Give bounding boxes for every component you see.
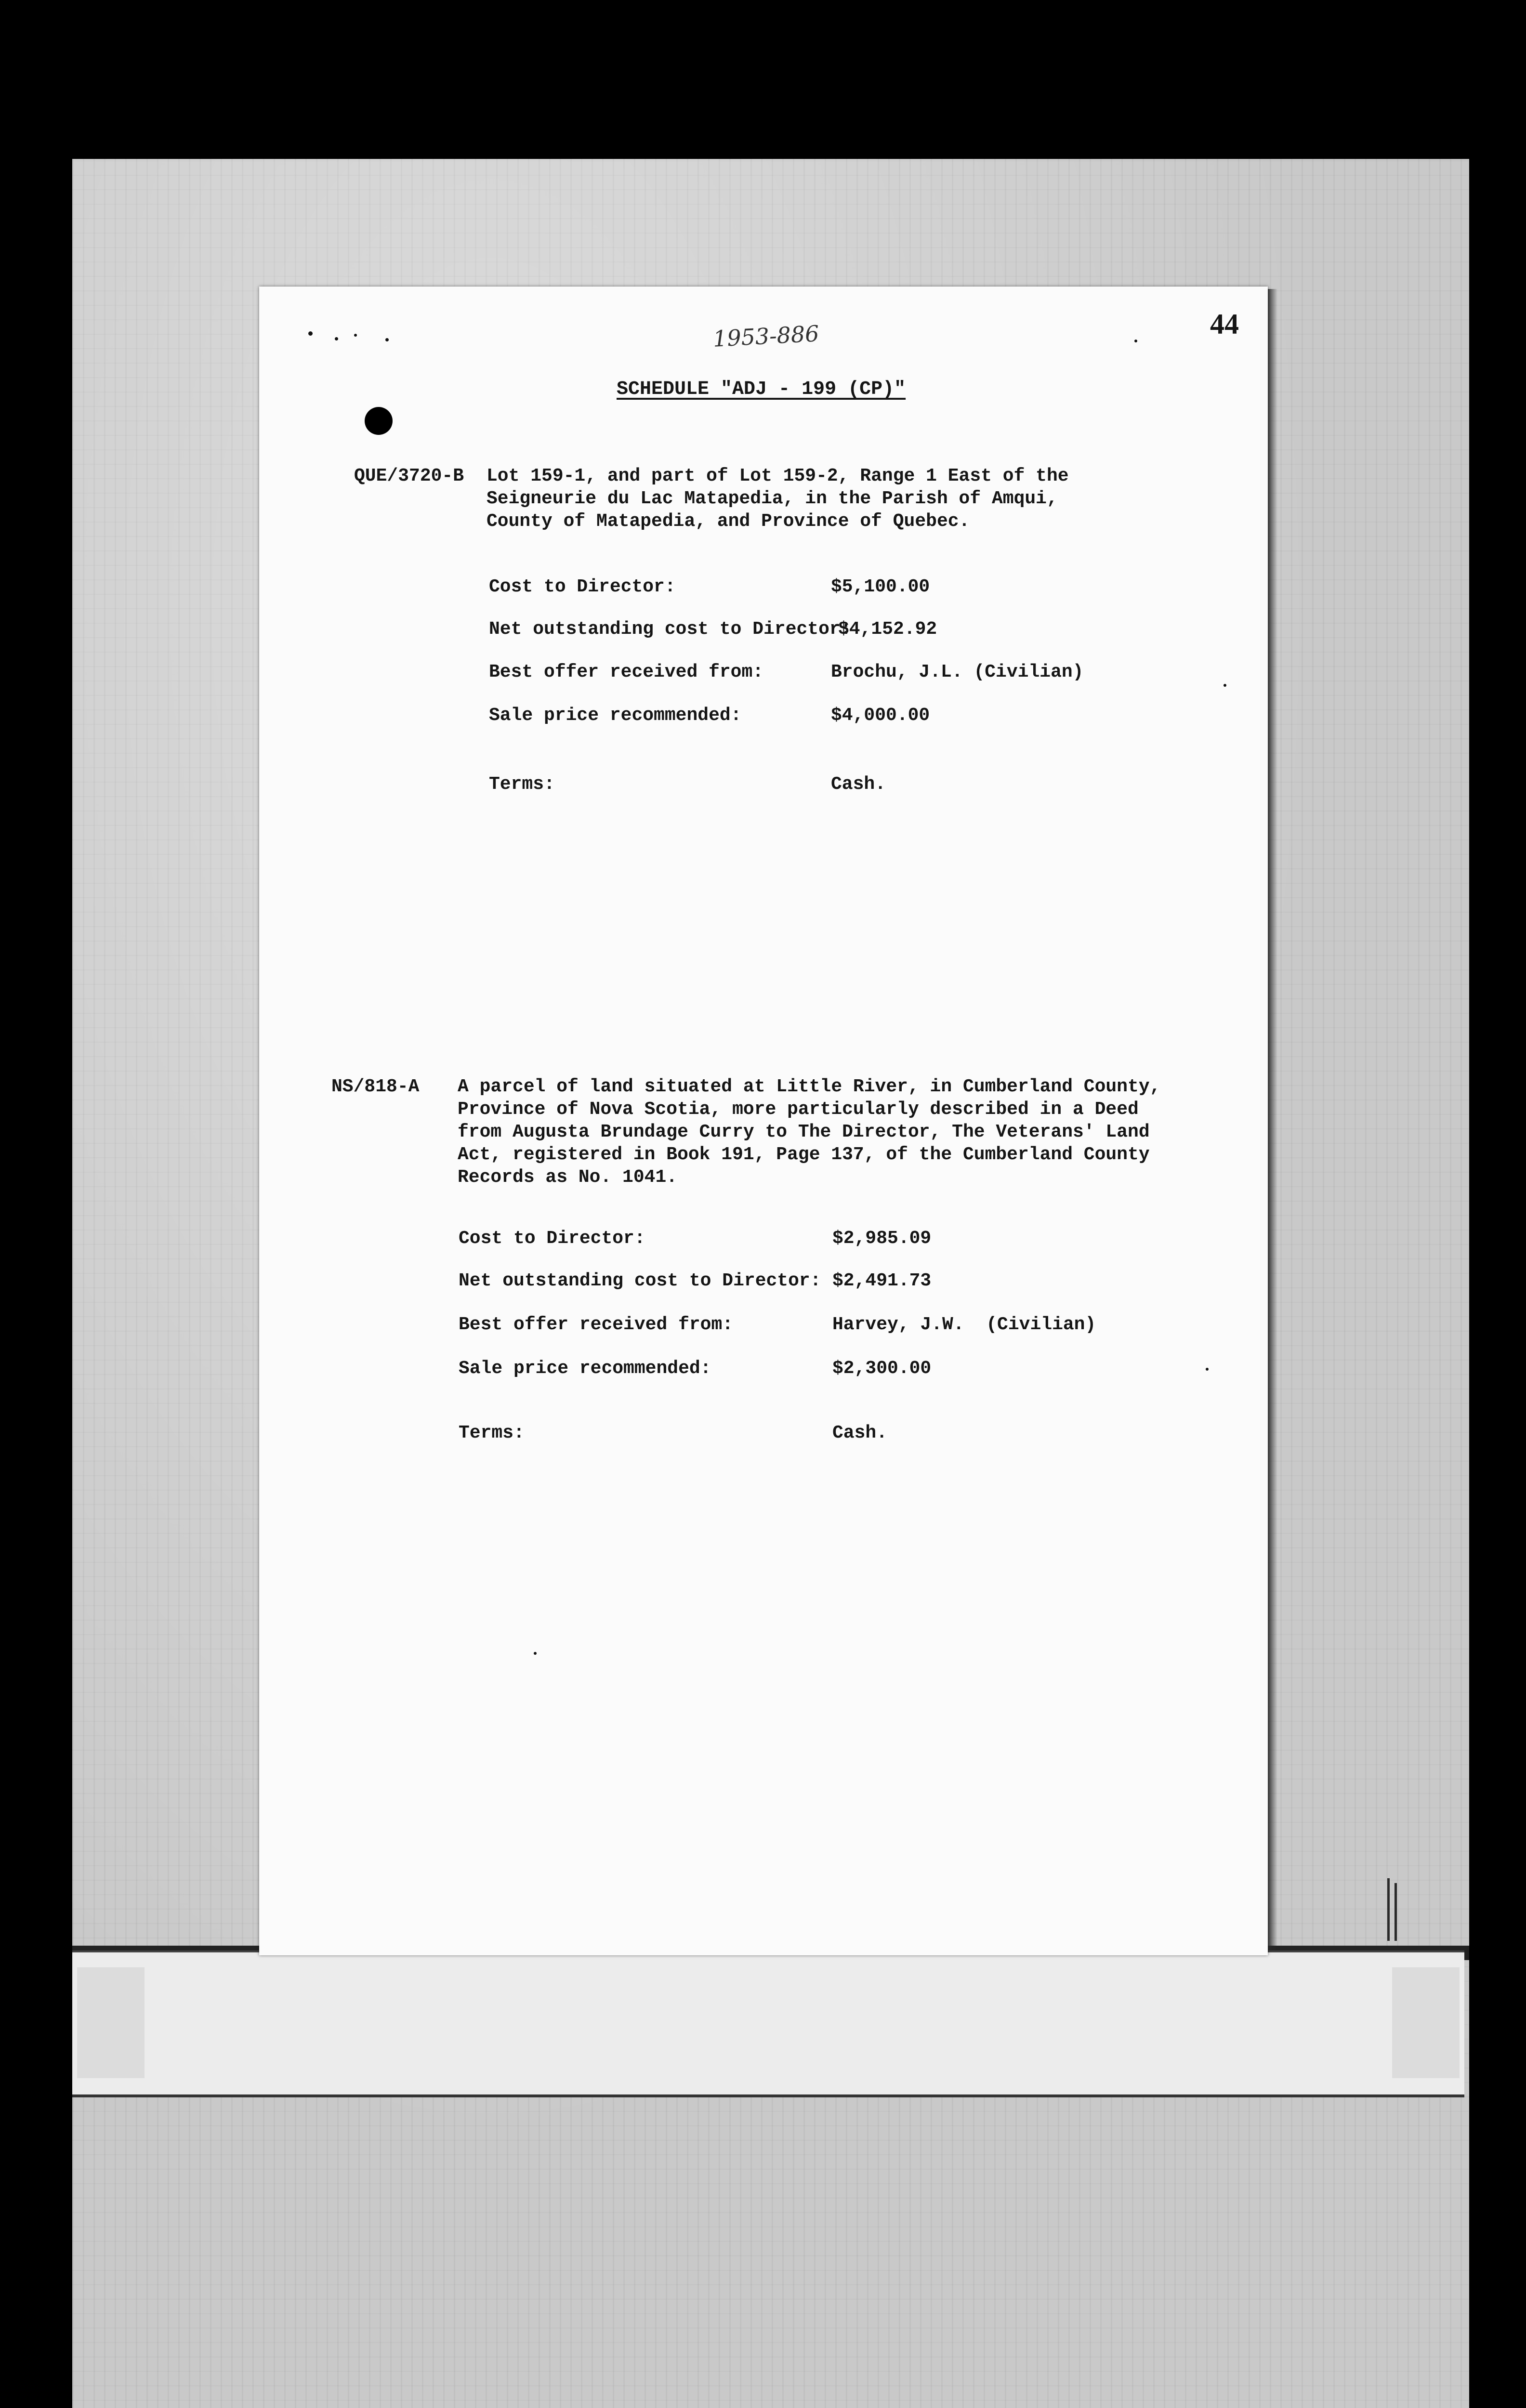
- cost-value: $2,985.09: [832, 1228, 932, 1249]
- terms-value: Cash.: [832, 1423, 888, 1443]
- scratch-mark: [1387, 1878, 1390, 1941]
- handwritten-note: 1953-886: [712, 320, 820, 352]
- net-cost-value: $4,152.92: [838, 619, 937, 640]
- speck: [308, 331, 313, 336]
- description-line: Province of Nova Scotia, more particularly described in a Deed: [458, 1099, 1139, 1120]
- terms-label: Terms:: [489, 774, 555, 795]
- description-line: A parcel of land situated at Little River, in Cumberland County,: [458, 1076, 1161, 1097]
- offer-label: Best offer received from:: [459, 1314, 734, 1335]
- speck: [354, 334, 357, 337]
- cost-label: Cost to Director:: [459, 1228, 645, 1249]
- sale-price-label: Sale price recommended:: [459, 1358, 711, 1379]
- page-number: 44: [1210, 308, 1239, 340]
- offer-value: Brochu, J.L. (Civilian): [831, 662, 1084, 682]
- strip-panel-right: [1392, 1967, 1460, 2078]
- speck: [1134, 340, 1137, 342]
- net-cost-value: $2,491.73: [832, 1270, 932, 1291]
- offer-label: Best offer received from:: [489, 662, 764, 682]
- file-number: NS/818-A: [331, 1076, 420, 1097]
- description-line: Lot 159-1, and part of Lot 159-2, Range 1 East of the: [487, 466, 1069, 486]
- sale-price-value: $2,300.00: [832, 1358, 932, 1379]
- speck: [385, 338, 389, 341]
- sale-price-value: $4,000.00: [831, 705, 930, 726]
- description-line: Records as No. 1041.: [458, 1167, 678, 1188]
- net-cost-label: Net outstanding cost to Director:: [489, 619, 852, 640]
- description-line: from Augusta Brundage Curry to The Director, The Veterans' Land: [458, 1122, 1150, 1142]
- terms-value: Cash.: [831, 774, 886, 795]
- speck: [1223, 684, 1226, 687]
- description-line: Seigneurie du Lac Matapedia, in the Parish of Amqui,: [487, 488, 1058, 509]
- sale-price-label: Sale price recommended:: [489, 705, 742, 726]
- speck: [1206, 1368, 1209, 1371]
- schedule-title: SCHEDULE "ADJ - 199 (CP)": [617, 379, 906, 400]
- description-line: County of Matapedia, and Province of Quebec.: [487, 511, 970, 532]
- terms-label: Terms:: [459, 1423, 525, 1443]
- strip-panel-left: [77, 1967, 145, 2078]
- offer-value: Harvey, J.W. (Civilian): [832, 1314, 1096, 1335]
- page-edge-shadow: [1268, 289, 1277, 1950]
- speck: [335, 337, 338, 340]
- speck: [534, 1652, 537, 1655]
- file-number: QUE/3720-B: [354, 466, 464, 486]
- cost-label: Cost to Director:: [489, 576, 676, 597]
- punch-hole: [365, 407, 393, 435]
- description-line: Act, registered in Book 191, Page 137, of the Cumberland County: [458, 1144, 1150, 1165]
- net-cost-label: Net outstanding cost to Director:: [459, 1270, 821, 1291]
- scratch-mark: [1394, 1883, 1397, 1941]
- bottom-strip: [72, 1950, 1464, 2097]
- cost-value: $5,100.00: [831, 576, 930, 597]
